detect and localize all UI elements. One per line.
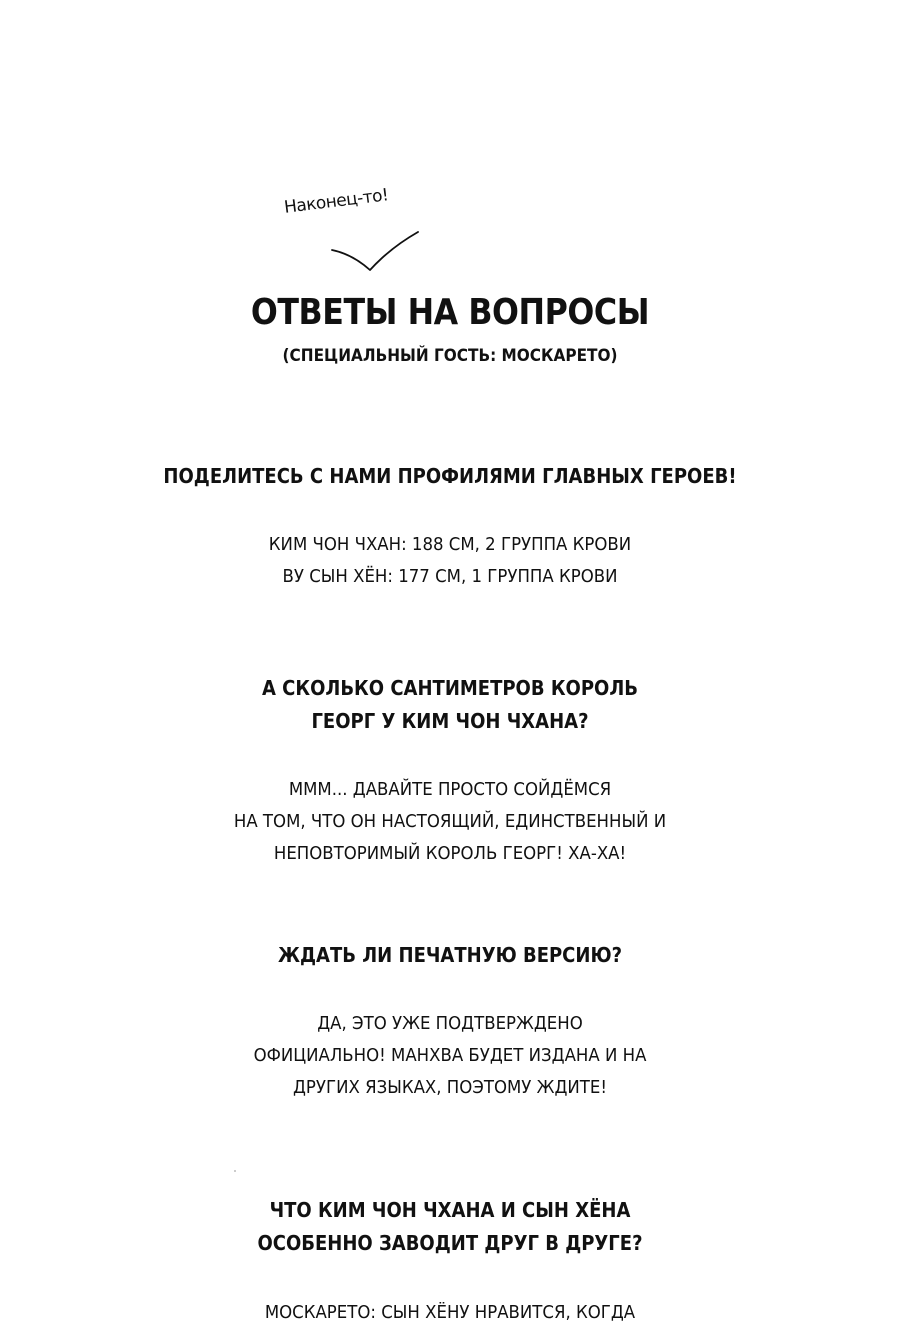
- answer-2: [36, 774, 864, 870]
- answer-4: [36, 1297, 864, 1329]
- handwritten-note: Наконец-то!: [283, 185, 390, 218]
- answer-line: НЕПОВТОРИМЫЙ КОРОЛЬ ГЕОРГ! ХА-ХА!: [273, 843, 627, 864]
- answer-3: [36, 1008, 864, 1104]
- answer-line: ОФИЦИАЛЬНО! МАНХВА БУДЕТ ИЗДАНА И НА: [253, 1045, 647, 1066]
- answer-line: ВУ СЫН ХЁН: 177 СМ, 1 ГРУППА КРОВИ: [282, 566, 618, 587]
- answer-line: КИМ ЧОН ЧХАН: 188 СМ, 2 ГРУППА КРОВИ: [268, 534, 632, 555]
- page-subtitle: (СПЕЦИАЛЬНЫЙ ГОСТЬ: МОСКАРЕТО): [282, 346, 618, 366]
- question-line: ГЕОРГ У КИМ ЧОН ЧХАНА?: [311, 709, 589, 733]
- question-line: ЧТО КИМ ЧОН ЧХАНА И СЫН ХЁНА: [269, 1198, 631, 1222]
- question-line: ЖДАТЬ ЛИ ПЕЧАТНУЮ ВЕРСИЮ?: [277, 943, 623, 967]
- answer-line: ДРУГИХ ЯЗЫКАХ, ПОЭТОМУ ЖДИТЕ!: [292, 1077, 608, 1098]
- question-line: ПОДЕЛИТЕСЬ С НАМИ ПРОФИЛЯМИ ГЛАВНЫХ ГЕРОЕВ!: [163, 464, 737, 488]
- question-4: [45, 1194, 855, 1260]
- page-title: ОТВЕТЫ НА ВОПРОСЫ: [250, 292, 650, 333]
- answer-line: ДА, ЭТО УЖЕ ПОДТВЕРЖДЕНО: [317, 1013, 583, 1034]
- question-3: [45, 939, 855, 972]
- answer-line: МОСКАРЕТО: СЫН ХЁНУ НРАВИТСЯ, КОГДА: [264, 1302, 636, 1323]
- question-line: А СКОЛЬКО САНТИМЕТРОВ КОРОЛЬ: [261, 676, 639, 700]
- answer-line: НА ТОМ, ЧТО ОН НАСТОЯЩИЙ, ЕДИНСТВЕННЫЙ И: [233, 811, 667, 832]
- paper-speck: [234, 1170, 236, 1172]
- question-line: ОСОБЕННО ЗАВОДИТ ДРУГ В ДРУГЕ?: [257, 1231, 643, 1255]
- question-1: [45, 460, 855, 493]
- answer-line: МММ... ДАВАЙТЕ ПРОСТО СОЙДЁМСЯ: [288, 779, 612, 800]
- checkmark-arrow-icon: [330, 228, 422, 274]
- question-2: [45, 672, 855, 738]
- answer-1: [36, 529, 864, 593]
